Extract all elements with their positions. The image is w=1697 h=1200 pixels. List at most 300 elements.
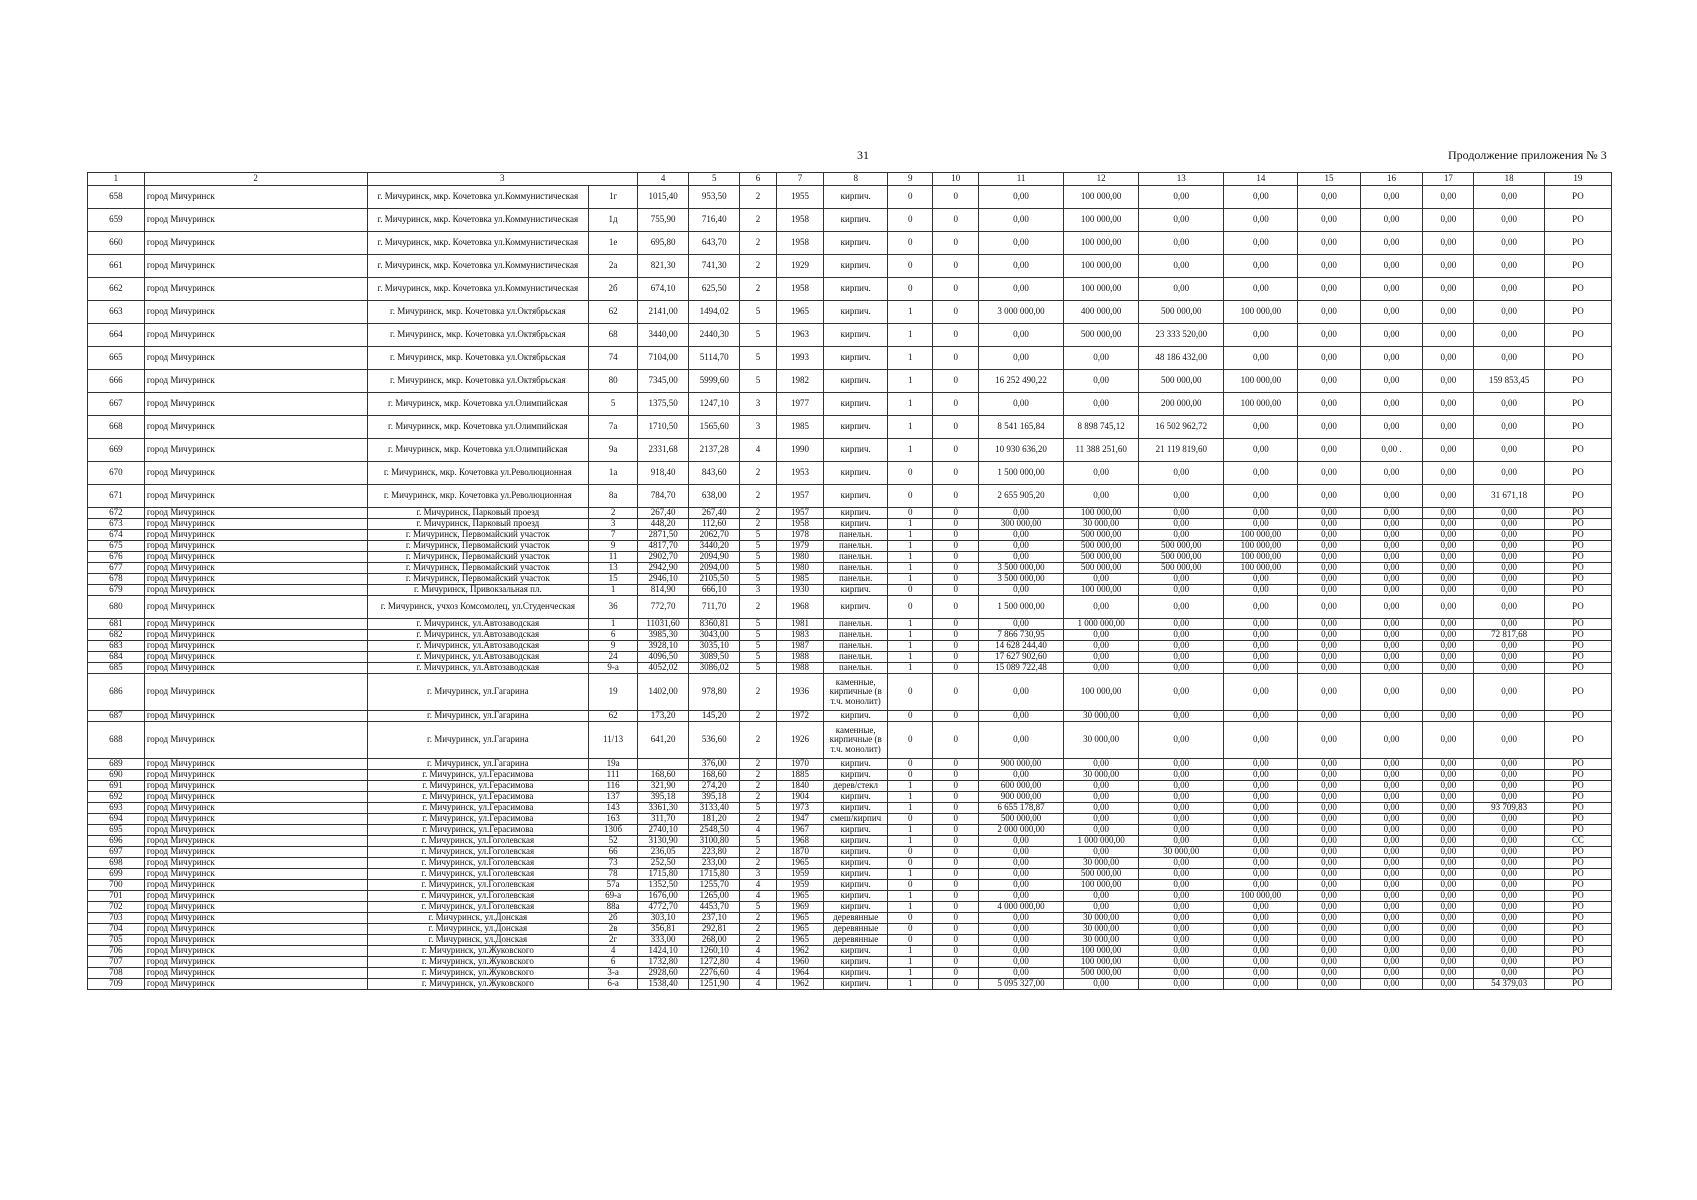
amount-col-15: 0,00: [1298, 803, 1361, 814]
amount-col-15: 0,00: [1298, 711, 1361, 722]
amount-col-16: 0,00: [1360, 370, 1423, 393]
municipality: город Мичуринск: [144, 462, 367, 485]
col-11-value: 0: [933, 186, 978, 209]
wall-material: кирпич.: [824, 880, 888, 891]
amount-col-17: 0,00: [1423, 891, 1474, 902]
total-area: 3440,00: [638, 324, 689, 347]
year-built: 1990: [776, 439, 824, 462]
fund-type: РО: [1544, 596, 1611, 619]
living-area: 223,80: [689, 847, 740, 858]
amount-col-15: 0,00: [1298, 186, 1361, 209]
wall-material: кирпич.: [824, 869, 888, 880]
amount-col-16: 0,00 .: [1360, 439, 1423, 462]
amount-col-12: 100 000,00: [1064, 957, 1139, 968]
living-area: 953,50: [689, 186, 740, 209]
year-built: 1963: [776, 324, 824, 347]
address: г. Мичуринск, учхоз Комсомолец, ул.Студенческая: [367, 596, 589, 619]
col-10-value: 1: [888, 836, 933, 847]
amount-col-17: 0,00: [1423, 519, 1474, 530]
amount-col-14: 0,00: [1224, 781, 1298, 792]
floors: 2: [740, 913, 776, 924]
amount-col-11: 0,00: [978, 891, 1063, 902]
total-area: 267,40: [638, 508, 689, 519]
amount-col-15: 0,00: [1298, 913, 1361, 924]
amount-col-17: 0,00: [1423, 508, 1474, 519]
amount-col-11: 0,00: [978, 209, 1063, 232]
col-11-value: 0: [933, 770, 978, 781]
municipality: город Мичуринск: [144, 880, 367, 891]
amount-col-17: 0,00: [1423, 585, 1474, 596]
amount-col-15: 0,00: [1298, 674, 1361, 711]
row-number: 659: [88, 209, 145, 232]
amount-col-13: 16 502 962,72: [1139, 416, 1224, 439]
col-10-value: 1: [888, 652, 933, 663]
floors: 5: [740, 663, 776, 674]
page-number: 31: [857, 148, 869, 162]
floors: 4: [740, 968, 776, 979]
amount-col-12: 500 000,00: [1064, 968, 1139, 979]
row-number: 678: [88, 574, 145, 585]
col-10-value: 1: [888, 563, 933, 574]
fund-type: РО: [1544, 393, 1611, 416]
living-area: 2062,70: [689, 530, 740, 541]
amount-col-12: 30 000,00: [1064, 770, 1139, 781]
row-number: 675: [88, 541, 145, 552]
table-row: [88, 630, 1612, 641]
amount-col-17: 0,00: [1423, 711, 1474, 722]
municipality: город Мичуринск: [144, 803, 367, 814]
fund-type: РО: [1544, 722, 1611, 759]
fund-type: РО: [1544, 439, 1611, 462]
amount-col-15: 0,00: [1298, 630, 1361, 641]
amount-col-13: 0,00: [1139, 596, 1224, 619]
amount-col-17: 0,00: [1423, 803, 1474, 814]
amount-col-18: 0,00: [1474, 770, 1544, 781]
amount-col-15: 0,00: [1298, 541, 1361, 552]
total-area: 448,20: [638, 519, 689, 530]
amount-col-17: 0,00: [1423, 186, 1474, 209]
total-area: 1015,40: [638, 186, 689, 209]
row-number: 670: [88, 462, 145, 485]
col-11-value: 0: [933, 913, 978, 924]
fund-type: РО: [1544, 770, 1611, 781]
table-row: [88, 979, 1612, 990]
amount-col-12: 0,00: [1064, 370, 1139, 393]
row-number: 694: [88, 814, 145, 825]
col-11-value: 0: [933, 232, 978, 255]
amount-col-16: 0,00: [1360, 416, 1423, 439]
year-built: 1988: [776, 652, 824, 663]
fund-type: РО: [1544, 416, 1611, 439]
amount-col-17: 0,00: [1423, 324, 1474, 347]
table-row: [88, 439, 1612, 462]
living-area: 1260,10: [689, 946, 740, 957]
fund-type: СС: [1544, 836, 1611, 847]
house-number: 6-а: [589, 979, 638, 990]
row-number: 703: [88, 913, 145, 924]
amount-col-12: 0,00: [1064, 393, 1139, 416]
municipality: город Мичуринск: [144, 968, 367, 979]
amount-col-12: 30 000,00: [1064, 924, 1139, 935]
row-number: 665: [88, 347, 145, 370]
house-number: 69-а: [589, 891, 638, 902]
row-number: 706: [88, 946, 145, 957]
amount-col-17: 0,00: [1423, 301, 1474, 324]
amount-col-16: 0,00: [1360, 186, 1423, 209]
total-area: 3928,10: [638, 641, 689, 652]
amount-col-18: 0,00: [1474, 439, 1544, 462]
table-row: [88, 814, 1612, 825]
amount-col-11: 7 866 730,95: [978, 630, 1063, 641]
row-number: 660: [88, 232, 145, 255]
wall-material: кирпич.: [824, 347, 888, 370]
year-built: 1985: [776, 416, 824, 439]
amount-col-13: 200 000,00: [1139, 393, 1224, 416]
housing-register-table: [87, 172, 1612, 990]
amount-col-15: 0,00: [1298, 759, 1361, 770]
fund-type: РО: [1544, 792, 1611, 803]
amount-col-14: 0,00: [1224, 803, 1298, 814]
living-area: 1265,00: [689, 891, 740, 902]
amount-col-12: 400 000,00: [1064, 301, 1139, 324]
total-area: 173,20: [638, 711, 689, 722]
table-row: [88, 186, 1612, 209]
amount-col-11: 0,00: [978, 530, 1063, 541]
wall-material: каменные, кирпичные (в т.ч. монолит): [824, 674, 888, 711]
floors: 4: [740, 891, 776, 902]
year-built: 1840: [776, 781, 824, 792]
table-row: [88, 891, 1612, 902]
col-10-value: 0: [888, 596, 933, 619]
table-row: [88, 209, 1612, 232]
amount-col-13: 0,00: [1139, 641, 1224, 652]
row-number: 699: [88, 869, 145, 880]
amount-col-11: 0,00: [978, 722, 1063, 759]
floors: 2: [740, 770, 776, 781]
amount-col-16: 0,00: [1360, 585, 1423, 596]
floors: 5: [740, 370, 776, 393]
wall-material: кирпич.: [824, 803, 888, 814]
total-area: 2946,10: [638, 574, 689, 585]
wall-material: кирпич.: [824, 439, 888, 462]
amount-col-15: 0,00: [1298, 902, 1361, 913]
col-11-value: 0: [933, 641, 978, 652]
row-number: 666: [88, 370, 145, 393]
year-built: 1993: [776, 347, 824, 370]
amount-col-17: 0,00: [1423, 630, 1474, 641]
col-10-value: 1: [888, 663, 933, 674]
row-number: 689: [88, 759, 145, 770]
col-11-value: 0: [933, 552, 978, 563]
fund-type: РО: [1544, 935, 1611, 946]
amount-col-11: 0,00: [978, 393, 1063, 416]
address: г. Мичуринск, мкр. Кочетовка ул.Олимпийская: [367, 416, 589, 439]
amount-col-16: 0,00: [1360, 979, 1423, 990]
amount-col-16: 0,00: [1360, 957, 1423, 968]
col-11-value: 0: [933, 869, 978, 880]
col-10-value: 1: [888, 301, 933, 324]
col-10-value: 1: [888, 825, 933, 836]
house-number: 9: [589, 541, 638, 552]
amount-col-16: 0,00: [1360, 232, 1423, 255]
amount-col-16: 0,00: [1360, 803, 1423, 814]
amount-col-11: 900 000,00: [978, 759, 1063, 770]
year-built: 1969: [776, 902, 824, 913]
amount-col-15: 0,00: [1298, 957, 1361, 968]
address: г. Мичуринск, Первомайский участок: [367, 541, 589, 552]
col-10-value: 1: [888, 641, 933, 652]
municipality: город Мичуринск: [144, 858, 367, 869]
amount-col-16: 0,00: [1360, 596, 1423, 619]
living-area: 666,10: [689, 585, 740, 596]
amount-col-18: 0,00: [1474, 913, 1544, 924]
col-10-value: 1: [888, 869, 933, 880]
amount-col-18: 0,00: [1474, 759, 1544, 770]
living-area: 292,81: [689, 924, 740, 935]
amount-col-18: 0,00: [1474, 641, 1544, 652]
amount-col-15: 0,00: [1298, 347, 1361, 370]
year-built: 1985: [776, 574, 824, 585]
house-number: 15: [589, 574, 638, 585]
address: г. Мичуринск, мкр. Кочетовка ул.Коммунистическая: [367, 255, 589, 278]
table-row: [88, 935, 1612, 946]
floors: 5: [740, 652, 776, 663]
amount-col-18: 0,00: [1474, 255, 1544, 278]
amount-col-18: 0,00: [1474, 552, 1544, 563]
total-area: 7104,00: [638, 347, 689, 370]
amount-col-12: 30 000,00: [1064, 722, 1139, 759]
amount-col-17: 0,00: [1423, 770, 1474, 781]
amount-col-14: 100 000,00: [1224, 891, 1298, 902]
amount-col-16: 0,00: [1360, 781, 1423, 792]
fund-type: РО: [1544, 847, 1611, 858]
amount-col-18: 0,00: [1474, 891, 1544, 902]
amount-col-16: 0,00: [1360, 924, 1423, 935]
total-area: 2871,50: [638, 530, 689, 541]
amount-col-18: 0,00: [1474, 924, 1544, 935]
amount-col-17: 0,00: [1423, 847, 1474, 858]
year-built: 1959: [776, 869, 824, 880]
amount-col-13: 0,00: [1139, 836, 1224, 847]
amount-col-13: 0,00: [1139, 186, 1224, 209]
wall-material: кирпич.: [824, 596, 888, 619]
amount-col-14: 0,00: [1224, 519, 1298, 530]
wall-material: смеш/кирпич: [824, 814, 888, 825]
amount-col-13: 0,00: [1139, 880, 1224, 891]
amount-col-14: 0,00: [1224, 924, 1298, 935]
floors: 5: [740, 301, 776, 324]
house-number: 163: [589, 814, 638, 825]
amount-col-14: 0,00: [1224, 462, 1298, 485]
amount-col-11: 15 089 722,48: [978, 663, 1063, 674]
table-row: [88, 324, 1612, 347]
municipality: город Мичуринск: [144, 836, 367, 847]
fund-type: РО: [1544, 979, 1611, 990]
fund-type: РО: [1544, 541, 1611, 552]
col-11-value: 0: [933, 462, 978, 485]
amount-col-11: 6 655 178,87: [978, 803, 1063, 814]
col-header: 3: [367, 173, 637, 186]
house-number: 78: [589, 869, 638, 880]
amount-col-12: 0,00: [1064, 663, 1139, 674]
wall-material: деревянные: [824, 935, 888, 946]
amount-col-12: 100 000,00: [1064, 209, 1139, 232]
wall-material: деревянные: [824, 924, 888, 935]
living-area: 376,00: [689, 759, 740, 770]
floors: 3: [740, 869, 776, 880]
amount-col-13: 0,00: [1139, 619, 1224, 630]
amount-col-12: 0,00: [1064, 574, 1139, 585]
col-header: 15: [1298, 173, 1361, 186]
year-built: 1965: [776, 935, 824, 946]
col-11-value: 0: [933, 596, 978, 619]
floors: 4: [740, 439, 776, 462]
amount-col-13: 23 333 520,00: [1139, 324, 1224, 347]
amount-col-15: 0,00: [1298, 552, 1361, 563]
amount-col-18: 31 671,18: [1474, 485, 1544, 508]
floors: 5: [740, 574, 776, 585]
table-row: [88, 847, 1612, 858]
year-built: 1968: [776, 596, 824, 619]
wall-material: панельн.: [824, 541, 888, 552]
amount-col-16: 0,00: [1360, 530, 1423, 541]
address: г. Мичуринск, ул.Жуковского: [367, 946, 589, 957]
amount-col-15: 0,00: [1298, 485, 1361, 508]
wall-material: кирпич.: [824, 393, 888, 416]
year-built: 1980: [776, 552, 824, 563]
amount-col-18: 72 817,68: [1474, 630, 1544, 641]
year-built: 1962: [776, 979, 824, 990]
col-11-value: 0: [933, 847, 978, 858]
municipality: город Мичуринск: [144, 563, 367, 574]
house-number: 9: [589, 641, 638, 652]
amount-col-18: 0,00: [1474, 825, 1544, 836]
wall-material: панельн.: [824, 552, 888, 563]
amount-col-17: 0,00: [1423, 439, 1474, 462]
amount-col-16: 0,00: [1360, 836, 1423, 847]
table-row: [88, 968, 1612, 979]
living-area: 2548,50: [689, 825, 740, 836]
house-number: 11/13: [589, 722, 638, 759]
year-built: 1965: [776, 301, 824, 324]
amount-col-15: 0,00: [1298, 924, 1361, 935]
amount-col-18: 0,00: [1474, 462, 1544, 485]
address: г. Мичуринск, ул.Автозаводская: [367, 630, 589, 641]
living-area: 5114,70: [689, 347, 740, 370]
amount-col-15: 0,00: [1298, 880, 1361, 891]
amount-col-17: 0,00: [1423, 935, 1474, 946]
living-area: 237,10: [689, 913, 740, 924]
amount-col-14: 0,00: [1224, 836, 1298, 847]
house-number: 3: [589, 519, 638, 530]
amount-col-18: 0,00: [1474, 301, 1544, 324]
address: г. Мичуринск, мкр. Кочетовка ул.Олимпийская: [367, 439, 589, 462]
municipality: город Мичуринск: [144, 814, 367, 825]
floors: 2: [740, 759, 776, 770]
municipality: город Мичуринск: [144, 759, 367, 770]
amount-col-18: 0,00: [1474, 585, 1544, 596]
fund-type: РО: [1544, 968, 1611, 979]
address: г. Мичуринск, ул.Герасимова: [367, 770, 589, 781]
amount-col-14: 0,00: [1224, 232, 1298, 255]
living-area: 3100,80: [689, 836, 740, 847]
row-number: 702: [88, 902, 145, 913]
amount-col-14: 0,00: [1224, 759, 1298, 770]
amount-col-12: 0,00: [1064, 792, 1139, 803]
total-area: 2331,68: [638, 439, 689, 462]
amount-col-18: 0,00: [1474, 347, 1544, 370]
row-number: 687: [88, 711, 145, 722]
total-area: 1710,50: [638, 416, 689, 439]
amount-col-17: 0,00: [1423, 563, 1474, 574]
year-built: 1964: [776, 968, 824, 979]
table-row: [88, 759, 1612, 770]
house-number: 7: [589, 530, 638, 541]
amount-col-14: 0,00: [1224, 324, 1298, 347]
col-11-value: 0: [933, 924, 978, 935]
floors: 5: [740, 630, 776, 641]
house-number: 2б: [589, 913, 638, 924]
amount-col-14: 0,00: [1224, 979, 1298, 990]
amount-col-12: 0,00: [1064, 630, 1139, 641]
address: г. Мичуринск, мкр. Кочетовка ул.Коммунистическая: [367, 278, 589, 301]
amount-col-17: 0,00: [1423, 485, 1474, 508]
total-area: 236,05: [638, 847, 689, 858]
amount-col-11: 0,00: [978, 770, 1063, 781]
amount-col-18: 0,00: [1474, 781, 1544, 792]
year-built: 1936: [776, 674, 824, 711]
amount-col-16: 0,00: [1360, 825, 1423, 836]
amount-col-14: 100 000,00: [1224, 541, 1298, 552]
col-10-value: 1: [888, 574, 933, 585]
row-number: 677: [88, 563, 145, 574]
municipality: город Мичуринск: [144, 370, 367, 393]
living-area: 716,40: [689, 209, 740, 232]
house-number: 62: [589, 301, 638, 324]
amount-col-12: 8 898 745,12: [1064, 416, 1139, 439]
floors: 3: [740, 393, 776, 416]
total-area: 4772,70: [638, 902, 689, 913]
col-10-value: 1: [888, 781, 933, 792]
amount-col-16: 0,00: [1360, 674, 1423, 711]
total-area: 1676,00: [638, 891, 689, 902]
amount-col-18: 0,00: [1474, 574, 1544, 585]
amount-col-13: 0,00: [1139, 508, 1224, 519]
col-header: 16: [1360, 173, 1423, 186]
amount-col-15: 0,00: [1298, 370, 1361, 393]
address: г. Мичуринск, мкр. Кочетовка ул.Революционная: [367, 462, 589, 485]
col-10-value: 0: [888, 880, 933, 891]
municipality: город Мичуринск: [144, 902, 367, 913]
amount-col-13: 0,00: [1139, 781, 1224, 792]
amount-col-17: 0,00: [1423, 552, 1474, 563]
amount-col-16: 0,00: [1360, 552, 1423, 563]
amount-col-11: 0,00: [978, 935, 1063, 946]
amount-col-18: 0,00: [1474, 209, 1544, 232]
col-10-value: 0: [888, 770, 933, 781]
living-area: 2137,28: [689, 439, 740, 462]
address: г. Мичуринск, мкр. Кочетовка ул.Олимпийская: [367, 393, 589, 416]
table-row: [88, 393, 1612, 416]
municipality: город Мичуринск: [144, 711, 367, 722]
amount-col-11: 0,00: [978, 968, 1063, 979]
address: г. Мичуринск, ул.Гагарина: [367, 674, 589, 711]
amount-col-17: 0,00: [1423, 416, 1474, 439]
amount-col-11: 0,00: [978, 836, 1063, 847]
amount-col-12: 100 000,00: [1064, 186, 1139, 209]
col-10-value: 0: [888, 711, 933, 722]
row-number: 683: [88, 641, 145, 652]
